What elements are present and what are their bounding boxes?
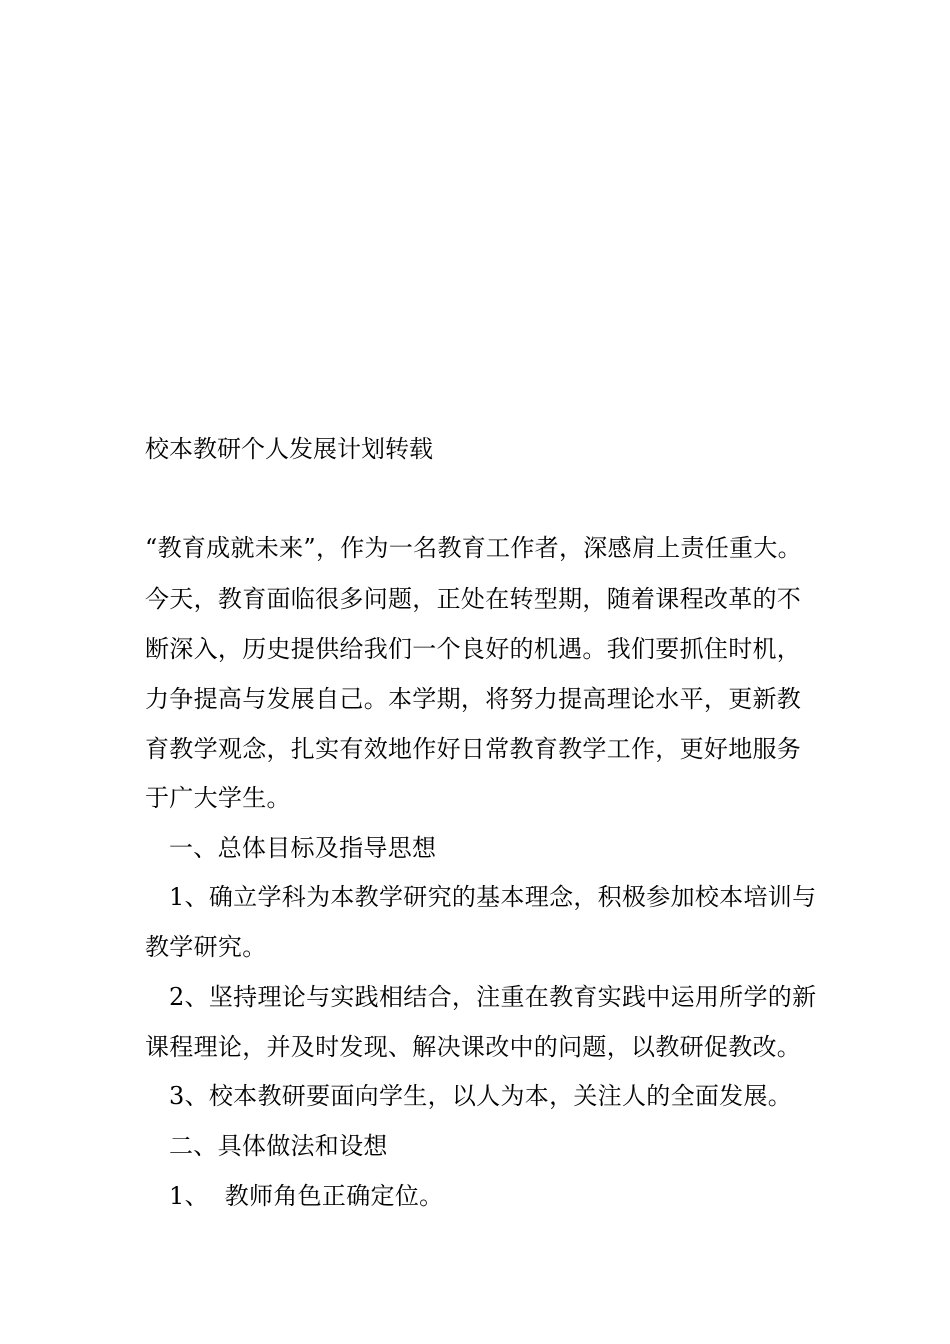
- item-2-line-1: 2、坚持理论与实践相结合，注重在教育实践中运用所学的新: [169, 983, 817, 1011]
- intro-line-3: 断深入，历史提供给我们一个良好的机遇。我们要抓住时机，: [145, 635, 802, 663]
- section-1-heading: 一、总体目标及指导思想: [169, 834, 437, 862]
- intro-line-5: 育教学观念，扎实有效地作好日常教育教学工作，更好地服务: [145, 735, 802, 763]
- intro-line-1: “教育成就未来”，作为一名教育工作者，深感肩上责任重大。: [145, 534, 802, 562]
- intro-line-2: 今天，教育面临很多问题，正处在转型期，随着课程改革的不: [145, 585, 802, 613]
- section-2-heading: 二、具体做法和设想: [169, 1132, 388, 1160]
- intro-line-6: 于广大学生。: [145, 784, 291, 812]
- item-3-line: 3、校本教研要面向学生，以人为本，关注人的全面发展。: [169, 1082, 793, 1110]
- sub-item-1: 1、 教师角色正确定位。: [169, 1182, 444, 1210]
- item-1-line-1: 1、确立学科为本教学研究的基本理念，积极参加校本培训与: [169, 883, 817, 911]
- document-title: 校本教研个人发展计划转载: [145, 435, 433, 463]
- intro-line-4: 力争提高与发展自己。本学期，将努力提高理论水平，更新教: [145, 685, 802, 713]
- item-2-line-2: 课程理论，并及时发现、解决课改中的问题，以教研促教改。: [145, 1033, 802, 1061]
- item-1-line-2: 教学研究。: [145, 933, 267, 961]
